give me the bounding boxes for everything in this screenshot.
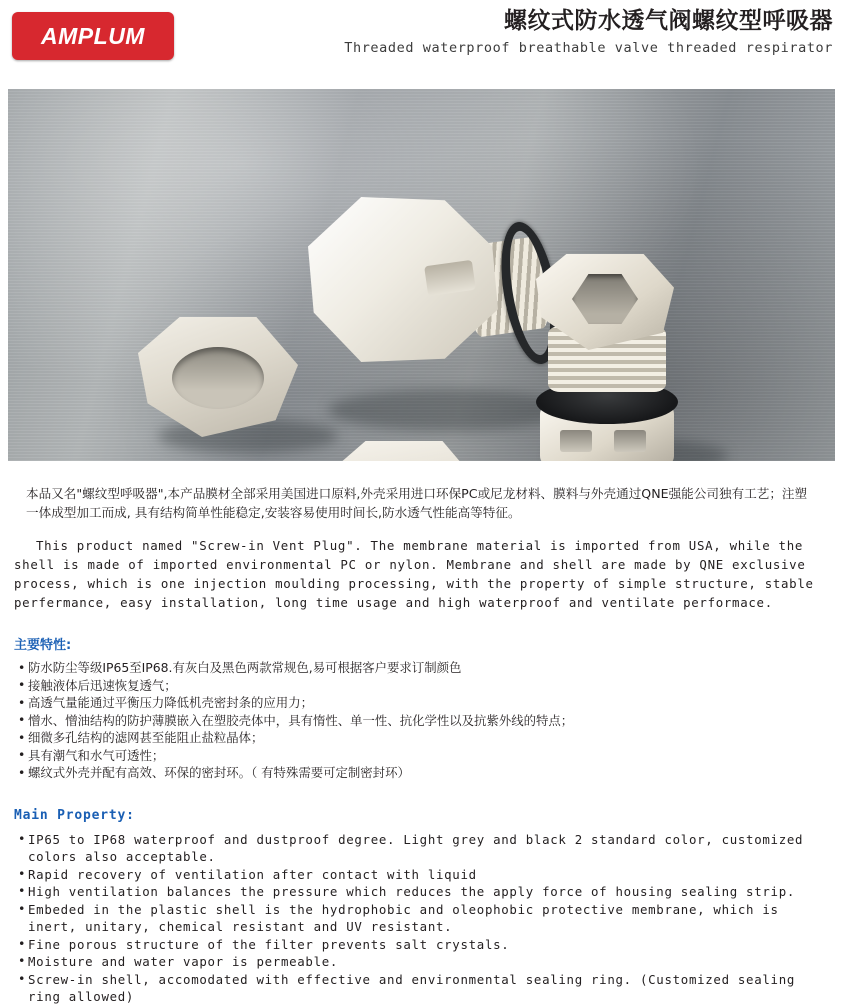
page-title: [344, 6, 833, 58]
list-item: • 具有潮气和水气可透性；: [18, 747, 829, 765]
list-item: • 细微多孔结构的滤网甚至能阻止盐粒晶体；: [18, 729, 829, 747]
product-part-vent-plug-main: [308, 197, 558, 407]
list-item: • 憎水、憎油结构的防护薄膜嵌入在塑胶壳体中，具有惰性、单一性、抗化学性以及抗紫外线的特点；: [18, 712, 829, 730]
product-part-hex-nut-bottom: [330, 441, 478, 461]
intro-paragraph-chinese: 本品又名"螺纹型呼吸器",本产品膜材全部采用美国进口原料,外壳采用进口环保PC或尼龙材料、膜料与外壳通过QNE强能公司独有工艺；注塑一体成型加工而成, 具有结构简单性能稳定,安装容易使用时间长,防水透气性能高等特征。: [26, 486, 808, 520]
product-part-vent-plug-right: [528, 254, 718, 461]
features-heading-english: Main Property:: [14, 807, 135, 823]
brand-logo: [12, 12, 174, 60]
brand-logo-text: AMPLUM: [41, 22, 145, 49]
features-heading-chinese: 主要特性:: [14, 638, 72, 653]
features-list-english: [0, 831, 843, 1006]
page-title-chinese: 螺纹式防水透气阀螺纹型呼吸器: [504, 8, 833, 34]
content-body: [0, 470, 843, 1006]
list-item: • 防水防尘等级IP65至IP68.有灰白及黑色两款常规色,易可根据客户要求订制颜色: [18, 659, 829, 677]
list-item: • Moisture and water vapor is permeable.: [18, 953, 829, 971]
page-title-english: Threaded waterproof breathable valve threaded respirator: [344, 40, 833, 56]
list-item: • 接触液体后迅速恢复透气；: [18, 677, 829, 695]
list-item: • Embeded in the plastic shell is the hydrophobic and oleophobic protective membrane, which is inert, unitary, chemical resistant and UV resistant.: [18, 901, 829, 936]
list-item: • 高透气量能通过平衡压力降低机壳密封条的应用力；: [18, 694, 829, 712]
features-list-chinese: [0, 659, 843, 782]
page-header: [0, 0, 843, 72]
product-part-hex-nut-left: [138, 317, 298, 437]
list-item: • High ventilation balances the pressure which reduces the apply force of housing sealing strip.: [18, 883, 829, 901]
intro-paragraph-english: This product named "Screw-in Vent Plug". The membrane material is imported from USA, while the shell is made of imported environmental PC or nylon. Membrane and shell are made by QNE exclusive process, which is one injection moulding processing, with the property of simple structure, stable perfermance, easy installation, long time usage and high waterproof and ventilate performace.: [14, 538, 814, 610]
list-item: • Screw-in shell, accomodated with effective and environmental sealing ring. (Customized sealing ring allowed): [18, 971, 829, 1006]
list-item: • 螺纹式外壳并配有高效、环保的密封环。（ 有特殊需要可定制密封环）: [18, 764, 829, 782]
list-item: • Rapid recovery of ventilation after contact with liquid: [18, 866, 829, 884]
list-item: • Fine porous structure of the filter prevents salt crystals.: [18, 936, 829, 954]
list-item: • IP65 to IP68 waterproof and dustproof degree. Light grey and black 2 standard color, customized colors also acceptable.: [18, 831, 829, 866]
product-photo: [8, 89, 835, 461]
